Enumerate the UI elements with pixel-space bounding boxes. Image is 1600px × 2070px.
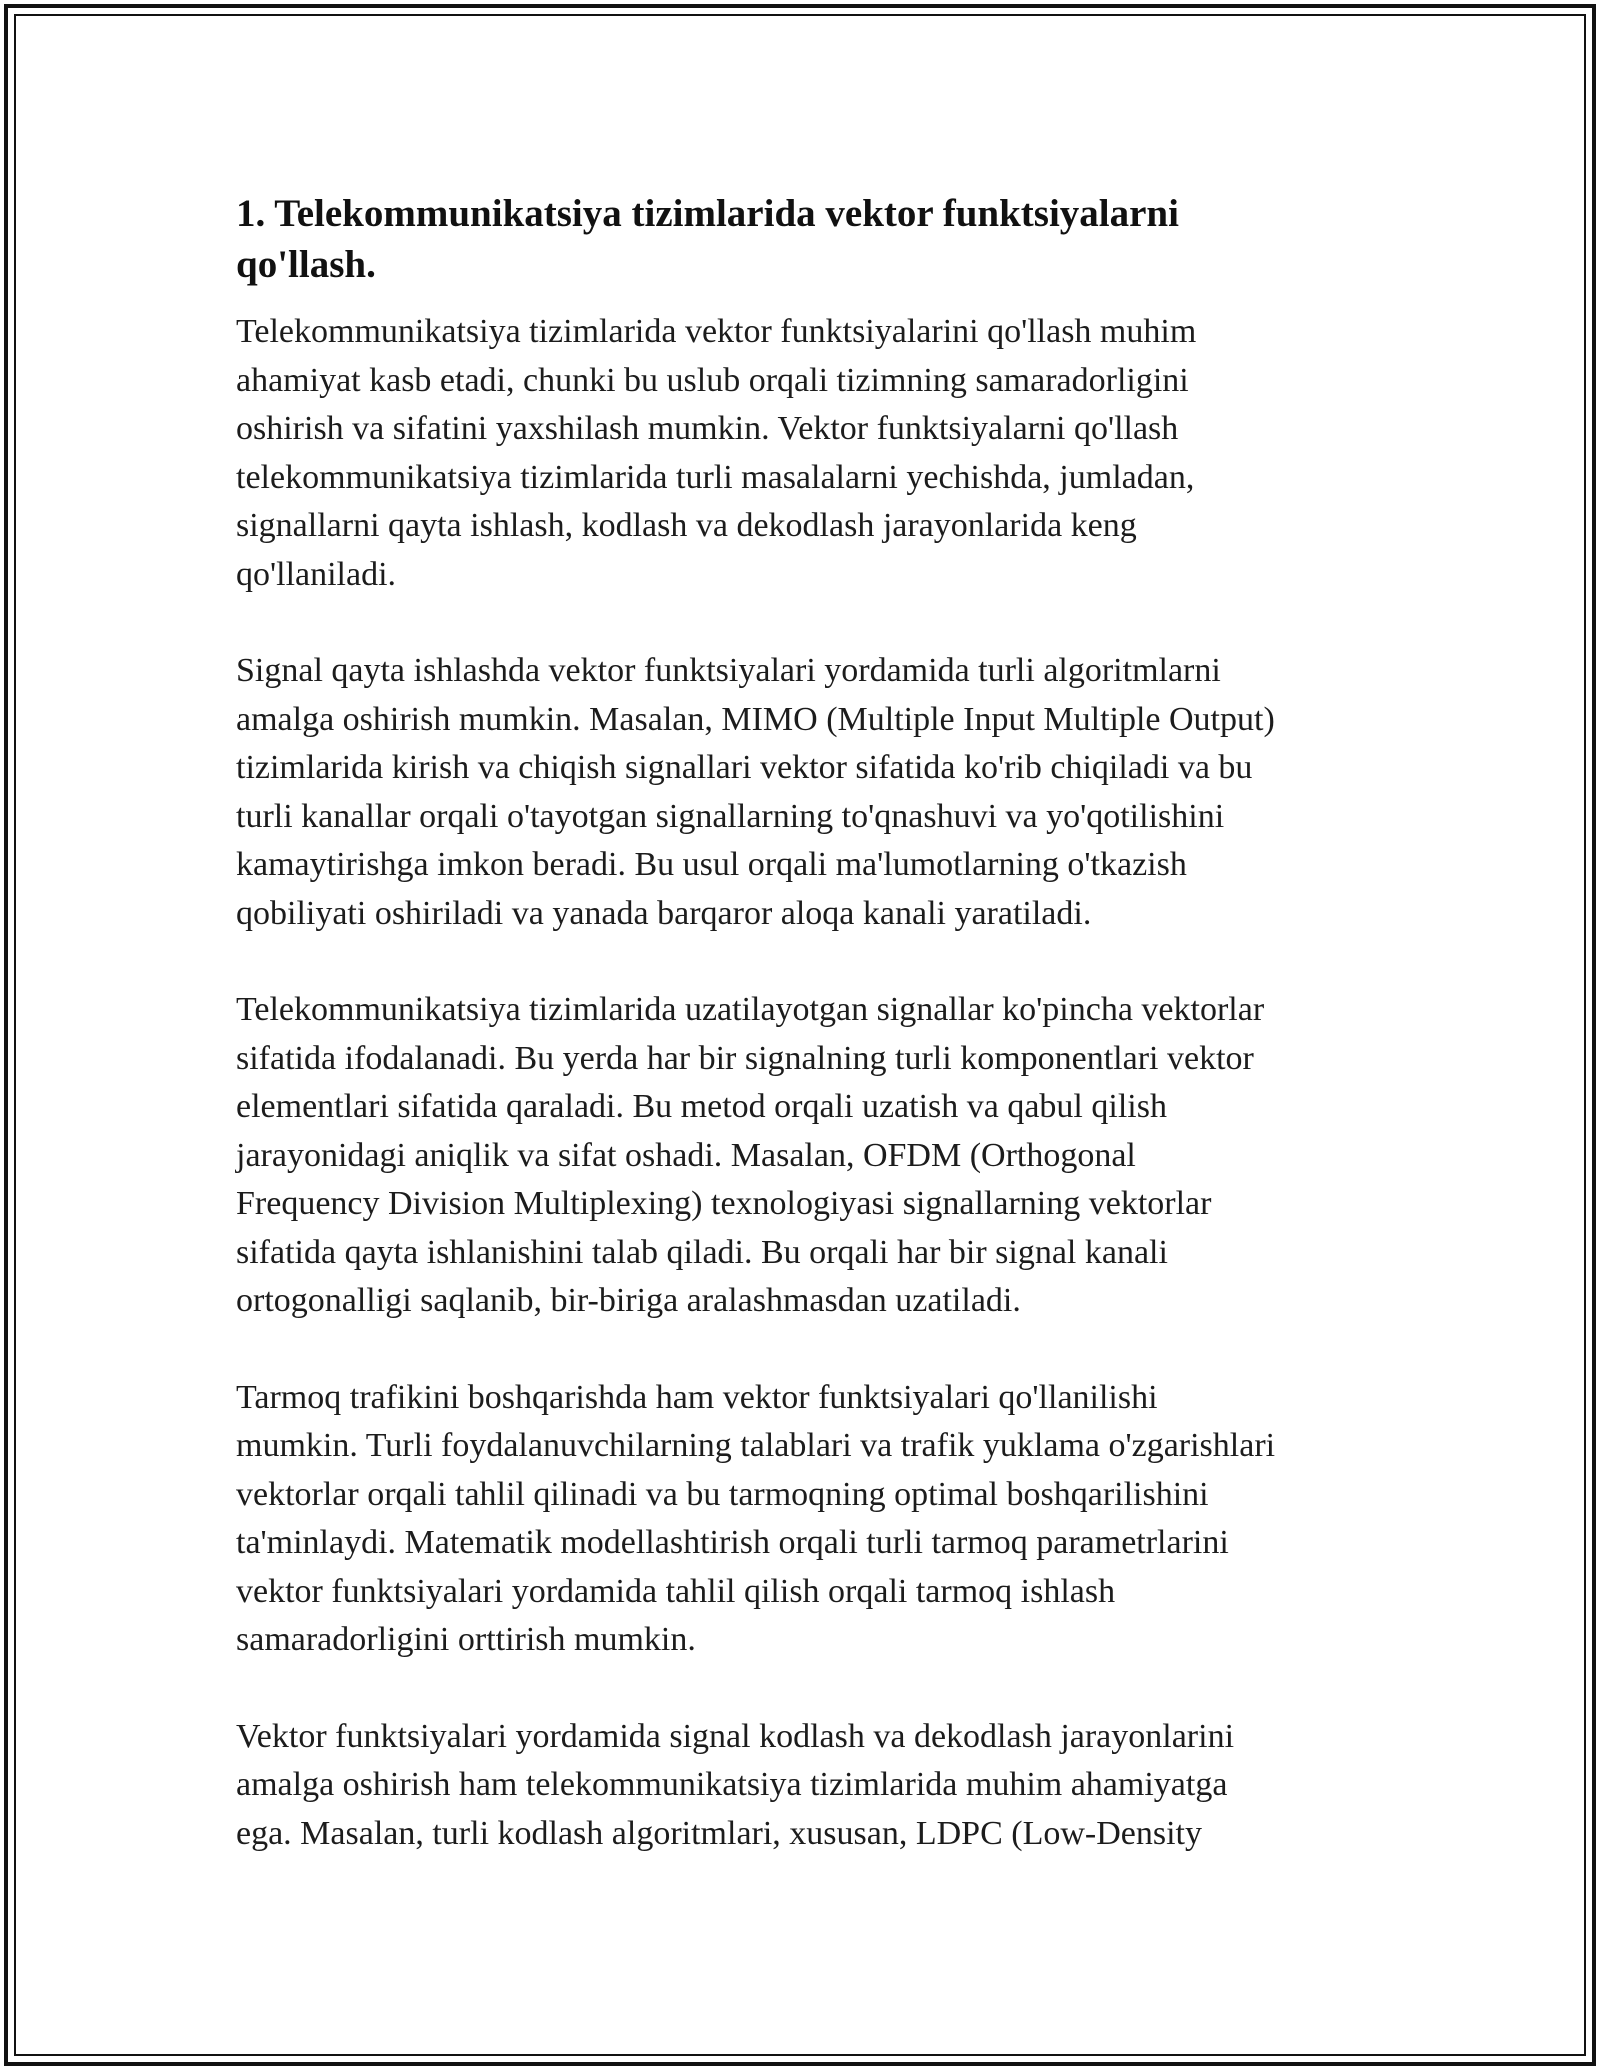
text-line: Vektor funktsiyalari yordamida signal kodlash va dekodlash jarayonlarini bbox=[236, 1717, 1235, 1755]
paragraph-intro bbox=[236, 308, 1366, 599]
text-line: sifatida ifodalanadi. Bu yerda har bir signalning turli komponentlari vektor bbox=[236, 1039, 1254, 1077]
text-line: telekommunikatsiya tizimlarida turli masalalarni yechishda, jumladan, bbox=[236, 458, 1195, 496]
text-line: tizimlarida kirish va chiqish signallari vektor sifatida ko'rib chiqiladi va bu bbox=[236, 749, 1253, 786]
section-heading bbox=[236, 188, 1366, 290]
text-line: ega. Masalan, turli kodlash algoritmlari, xususan, LDPC (Low-Density bbox=[236, 1814, 1202, 1852]
text-line: Telekommunikatsiya tizimlarida uzatilayotgan signallar ko'pincha vektorlar bbox=[236, 991, 1265, 1028]
text-line: oshirish va sifatini yaxshilash mumkin. Vektor funktsiyalarni qo'llash bbox=[236, 410, 1179, 447]
text-line: samaradorligini orttirish mumkin. bbox=[236, 1621, 696, 1658]
text-line: ta'minlaydi. Matematik modellashtirish orqali turli tarmoq parametrlarini bbox=[236, 1524, 1229, 1561]
heading-line: qo'llash. bbox=[236, 243, 376, 286]
text-line: Tarmoq trafikini boshqarishda ham vektor funktsiyalari qo'llanilishi bbox=[236, 1378, 1158, 1416]
paragraph-coding bbox=[236, 1713, 1366, 1859]
paragraph-signal-vectors bbox=[236, 986, 1366, 1326]
text-line: qo'llaniladi. bbox=[236, 555, 397, 593]
text-line: amalga oshirish mumkin. Masalan, MIMO (Multiple Input Multiple Output) bbox=[236, 700, 1275, 738]
text-line: Frequency Division Multiplexing) texnologiyasi signallarning vektorlar bbox=[236, 1185, 1212, 1222]
paragraph-list bbox=[236, 308, 1366, 1858]
paragraph-signal-processing bbox=[236, 647, 1366, 938]
paragraph-traffic-management bbox=[236, 1374, 1366, 1665]
text-line: amalga oshirish ham telekommunikatsiya tizimlarida muhim ahamiyatga bbox=[236, 1766, 1228, 1803]
text-line: vektorlar orqali tahlil qilinadi va bu tarmoqning optimal boshqarilishini bbox=[236, 1475, 1209, 1513]
text-line: kamaytirishga imkon beradi. Bu usul orqali ma'lumotlarning o'tkazish bbox=[236, 846, 1187, 883]
text-line: turli kanallar orqali o'tayotgan signallarning to'qnashuvi va yo'qotilishini bbox=[236, 797, 1225, 835]
text-line: elementlari sifatida qaraladi. Bu metod orqali uzatish va qabul qilish bbox=[236, 1088, 1167, 1125]
text-line: mumkin. Turli foydalanuvchilarning talablari va trafik yuklama o'zgarishlari bbox=[236, 1427, 1276, 1464]
document-body bbox=[236, 188, 1366, 1906]
text-line: ortogonalligi saqlanib, bir-biriga aralashmasdan uzatiladi. bbox=[236, 1282, 1021, 1319]
text-line: ahamiyat kasb etadi, chunki bu uslub orqali tizimning samaradorligini bbox=[236, 361, 1189, 399]
text-line: jarayonidagi aniqlik va sifat oshadi. Masalan, OFDM (Orthogonal bbox=[236, 1136, 1136, 1174]
text-line: Telekommunikatsiya tizimlarida vektor funktsiyalarini qo'llash muhim bbox=[236, 313, 1197, 350]
text-line: vektor funktsiyalari yordamida tahlil qilish orqali tarmoq ishlash bbox=[236, 1572, 1116, 1610]
text-line: sifatida qayta ishlanishini talab qiladi. Bu orqali har bir signal kanali bbox=[236, 1233, 1168, 1271]
text-line: Signal qayta ishlashda vektor funktsiyalari yordamida turli algoritmlarni bbox=[236, 652, 1221, 689]
heading-line: 1. Telekommunikatsiya tizimlarida vektor funktsiyalarni bbox=[236, 192, 1179, 235]
text-line: signallarni qayta ishlash, kodlash va dekodlash jarayonlarida keng bbox=[236, 507, 1137, 544]
text-line: qobiliyati oshiriladi va yanada barqaror aloqa kanali yaratiladi. bbox=[236, 894, 1092, 932]
